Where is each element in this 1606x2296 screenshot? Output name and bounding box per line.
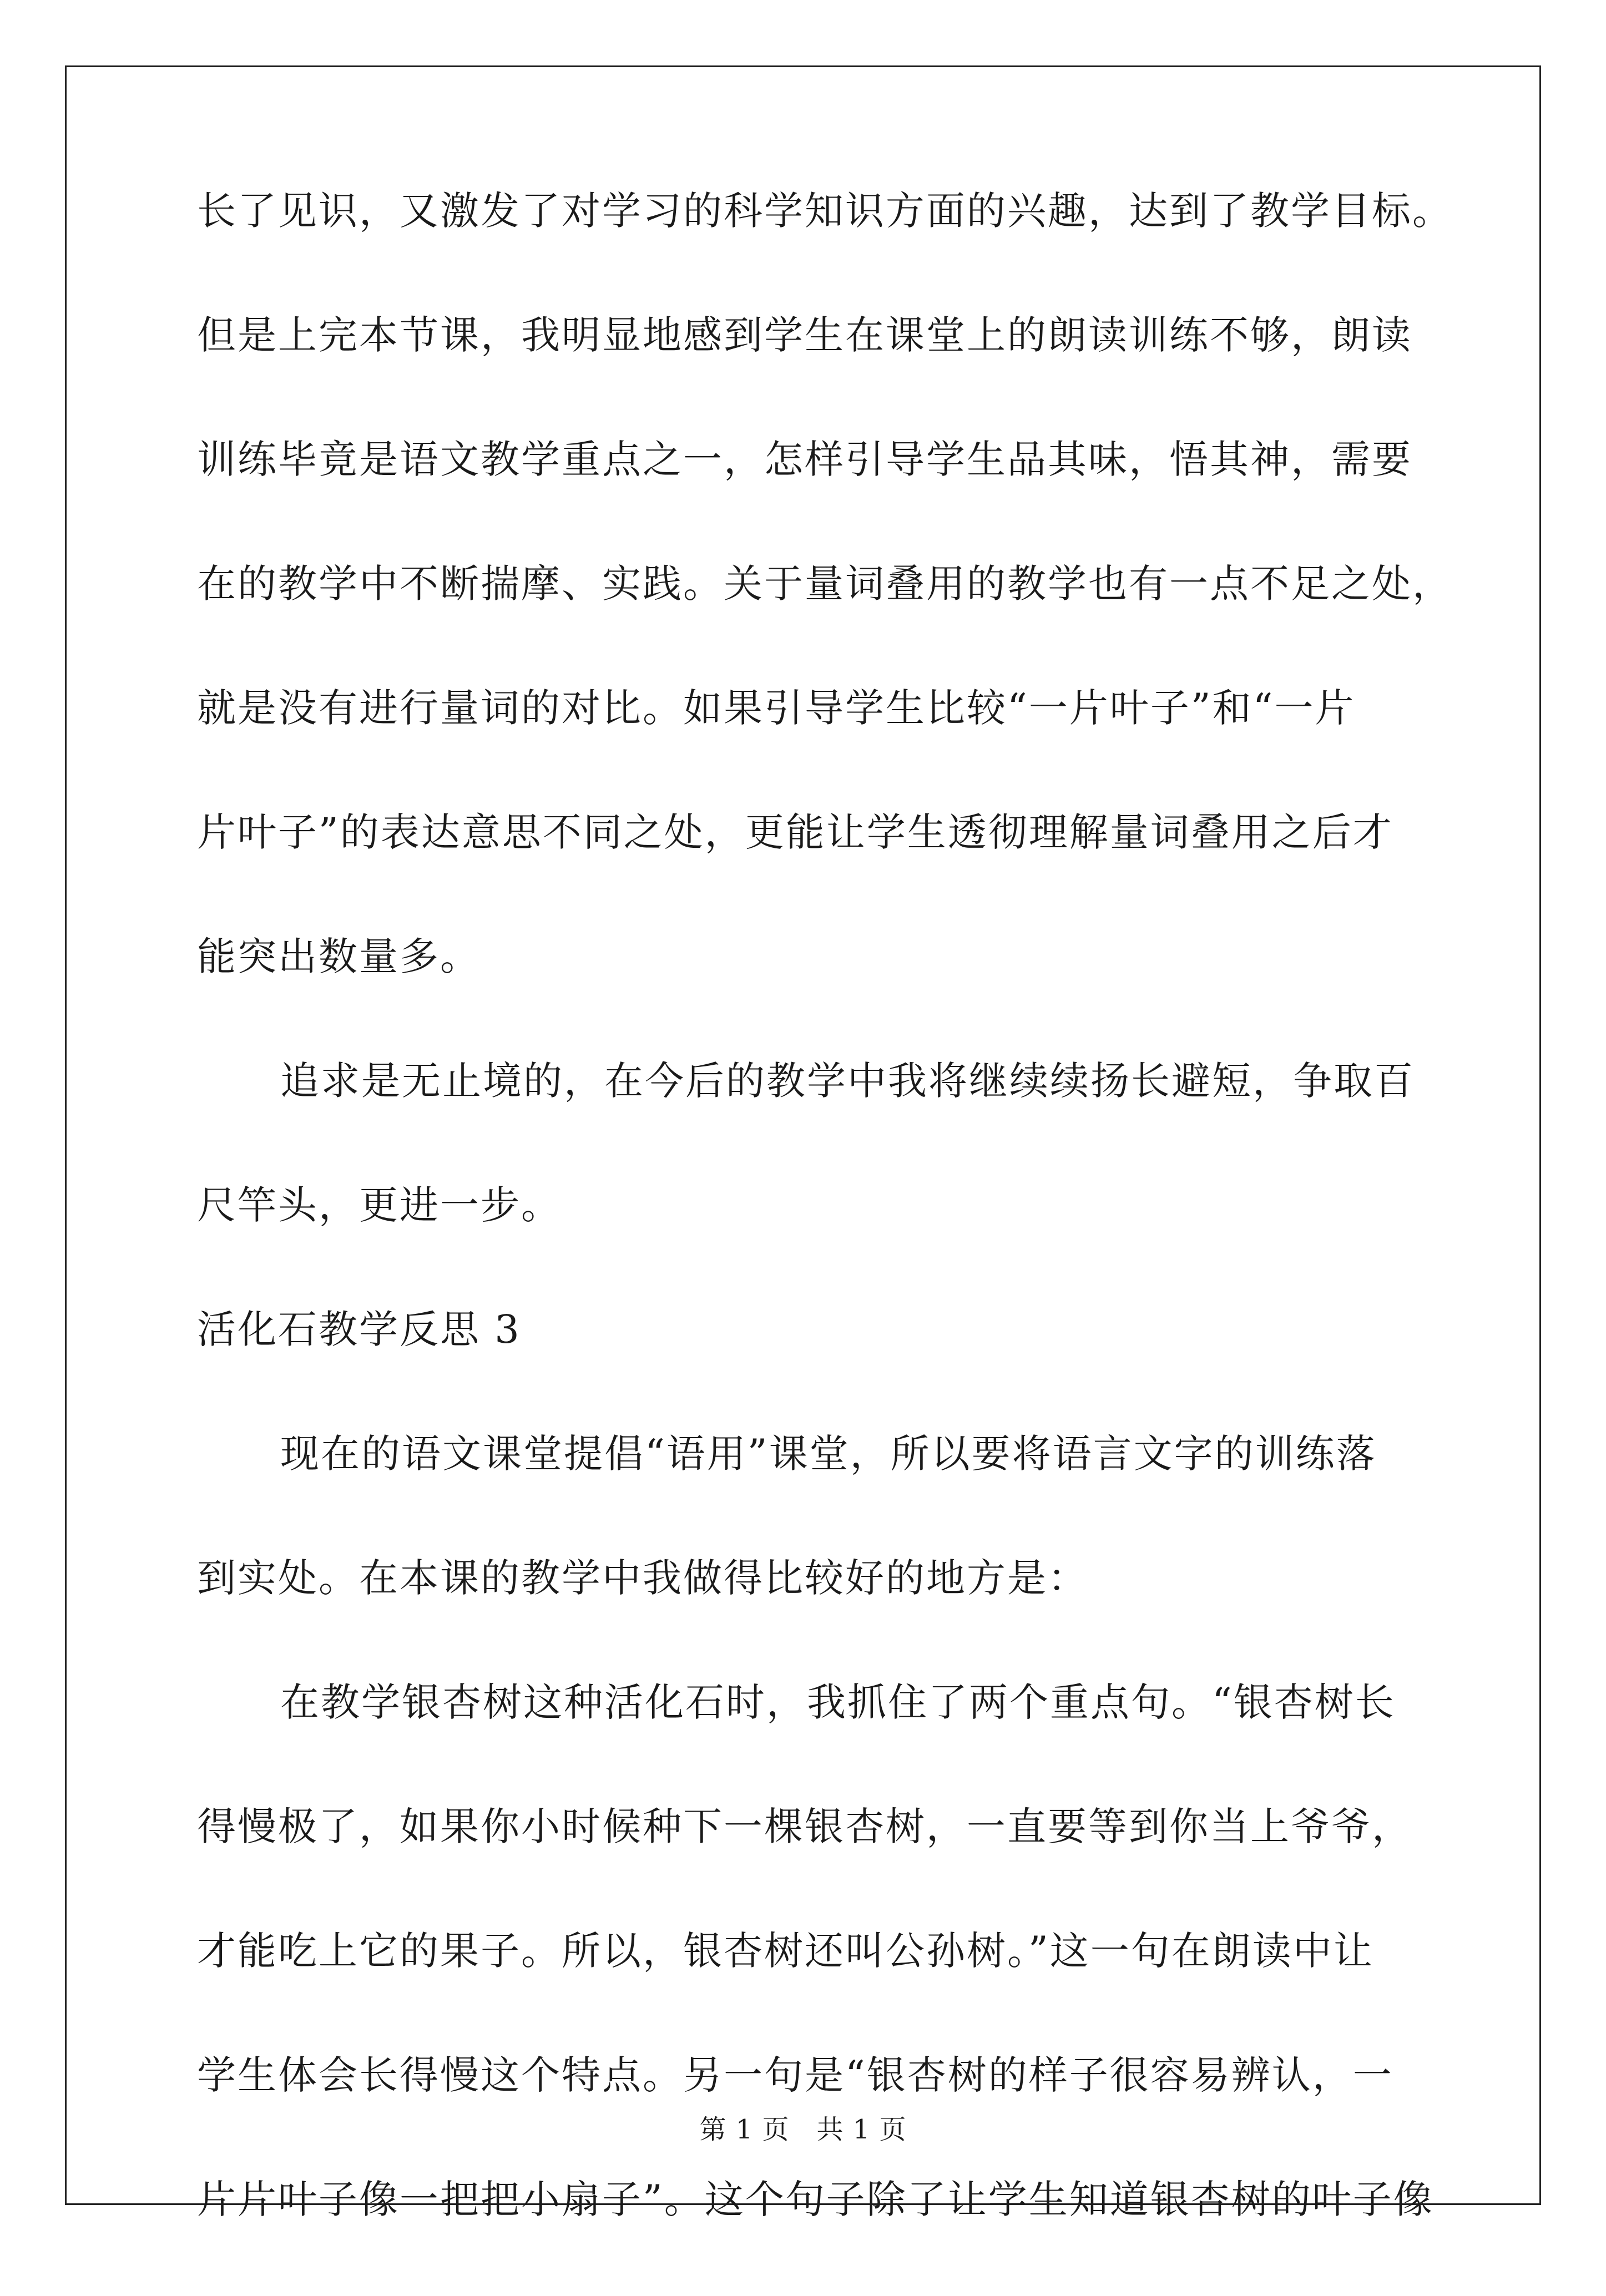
section-heading: 活化石教学反思 3 [197,1307,521,1352]
text-line: 到实处。在本课的教学中我做得比较好的地方是： [197,1555,1088,1601]
text-line: 尺竿头，更进一步。 [197,1182,562,1228]
text-line: 才能吃上它的果子。所以，银杏树还叫公孙树。”这一句在朗读中让 [197,1928,1374,1974]
text-line: 但是上完本节课，我明显地感到学生在课堂上的朗读训练不够，朗读 [197,312,1412,358]
text-line: 能突出数量多。 [197,934,481,979]
text-line: 片叶子”的表达意思不同之处，更能让学生透彻理解量词叠用之后才 [197,810,1393,855]
text-line: 在的教学中不断揣摩、实践。关于量词叠用的教学也有一点不足之处， [197,561,1453,606]
text-line: 片片叶子像一把把小扇子”。这个句子除了让学生知道银杏树的叶子像 [197,2177,1434,2222]
page-footer: 第 1 页 共 1 页 [699,2114,907,2145]
paragraph-start-line: 追求是无止境的，在今后的教学中我将继续续扬长避短，争取百 [280,1058,1415,1104]
paragraph-start-line: 在教学银杏树这种活化石时，我抓住了两个重点句。“银杏树长 [280,1680,1396,1725]
text-line: 就是没有进行量词的对比。如果引导学生比较“一片叶子”和“一片 [197,685,1356,731]
document-body [197,183,1453,2296]
text-line: 学生体会长得慢这个特点。另一句是“银杏树的样子很容易辨认，一 [197,2052,1393,2098]
text-line: 得慢极了，如果你小时候种下一棵银杏树，一直要等到你当上爷爷， [197,1804,1412,1849]
text-line: 训练毕竟是语文教学重点之一，怎样引导学生品其味，悟其神，需要 [197,437,1412,482]
text-line: 长了见识，又激发了对学习的科学知识方面的兴趣，达到了教学目标。 [197,188,1453,234]
paragraph-start-line: 现在的语文课堂提倡“语用”课堂，所以要将语言文字的训练落 [280,1431,1377,1476]
